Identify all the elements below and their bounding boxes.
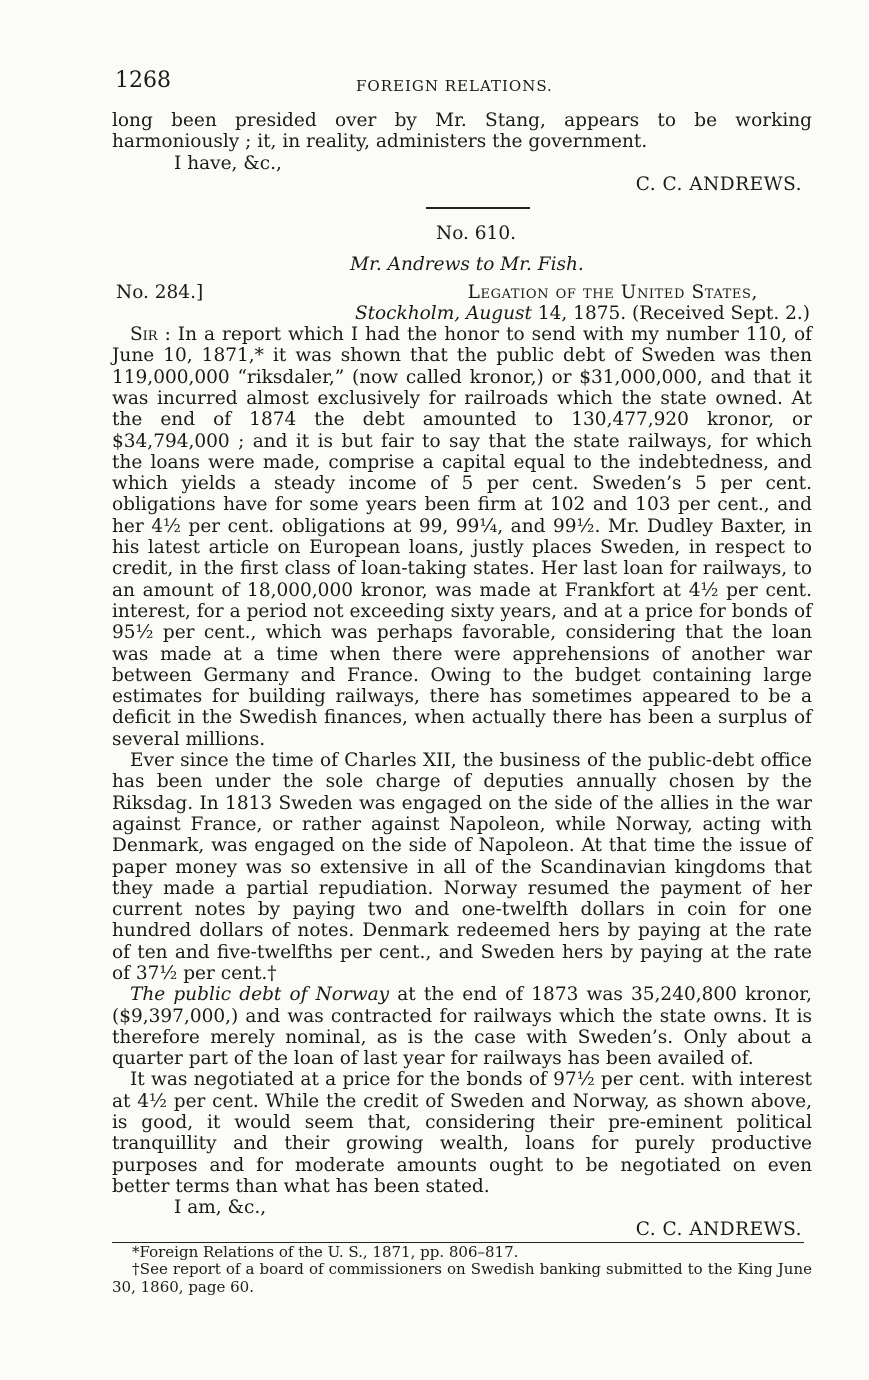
document-number: No. 610. [436,223,516,245]
running-head [112,70,812,98]
body-paragraph-4: It was negotiated at a price for the bonds of 97½ per cent. with interest at 4½ per cent. While the credit of Sweden and Norway, as shown above, is good, it would seem that, considering their pre-eminent political tranquillity and their growing wealth, loans for purely productive purposes and for moderate amounts ought to be negotiated on even better terms than what has been stated. [112,1069,812,1197]
paragraph-1-text: In a report which I had the honor to send with my number 110, of June 10, 1871,* it was shown that the public debt of Sweden was then 119,000,000 “riksdaler,” (now called kronor,) or $31,000,000, and that it was incurred almost exclusively for railroads which the state owned. At the end of 1874 the debt amounted to 130,477,920 kronor, or $34,794,000 ; and it is but fair to say that the state railways, for which the loans were made, comprise a capital equal to the indebtedness, and which yields a steady income of 5 per cent. Sweden’s 5 per cent. obligations have for some years been firm at 102 and 103 per cent., and her 4½ per cent. obligations at 99, 99¼, and 99½. Mr. Dudley Baxter, in his latest article on European loans, justly places Sweden, in respect to credit, in the first class of loan-taking states. Her last loan for railways, to an amount of 18,000,000 kronor, was made at Frankfort at 4½ per cent. interest, for a period not exceeding sixty years, and at a price for bonds of 95½ per cent., which was perhaps favorable, considering that the loan was made at a time when there were apprehensions of another war between Germany and France. Owing to the budget containing large estimates for building railways, there has sometimes appeared to be a deficit in the Swedish finances, when actually there has been a surplus of several millions. [112,324,812,750]
paragraph-3-text: at the end of 1873 was 35,240,800 kronor, ($9,397,000,) and was contracted for railways which the state owns. It is therefore merely nominal, as is the case with Sweden’s. Only about a quarter part of the loan of last year for railways has been availed of. [112,984,812,1070]
previous-letter-closing: I have, &c., [174,152,282,174]
body-paragraph-3 [112,984,812,1069]
footnote-2: †See report of a board of commissioners on Swedish banking submitted to the King June 30, 1860, page 60. [112,1260,812,1296]
norway-emphasis: The public debt of Norway [130,984,390,1006]
previous-letter-signature: C. C. ANDREWS. [635,173,802,195]
footnote-1: *Foreign Relations of the U. S., 1871, pp. 806–817. [132,1242,519,1261]
body-paragraph-1 [112,324,812,750]
legation-line: Legation of the United States, [467,281,758,303]
dateline [112,303,812,324]
letter-signature: C. C. ANDREWS. [635,1218,802,1240]
body-paragraph-2: Ever since the time of Charles XII, the business of the public-debt office has been under the sole charge of deputies annually chosen by the Riksdag. In 1813 Sweden was engaged on the side of the allies in the war against France, or rather against Napoleon, while Norway, acting with Denmark, was engaged on the side of Napoleon. At that time the issue of paper money was so extensive in all of the Scandinavian kingdoms that they made a partial repudiation. Norway resumed the payment of her current notes by paying two and one-twelfth dollars in coin for one hundred dollars of notes. Denmark redeemed hers by paying at the rate of ten and five-twelfths per cent., and Sweden hers by paying at the rate of 37½ per cent.† [112,750,812,984]
running-title: FOREIGN RELATIONS. [356,77,553,95]
dateline-place: Stockholm, August [354,302,532,324]
section-divider [426,207,530,209]
letter-closing: I am, &c., [174,1197,267,1219]
dateline-rest: 14, 1875. (Received Sept. 2.) [532,302,810,324]
previous-letter-text: long been presided over by Mr. Stang, appears to be working harmoniously ; it, in reality, administers the government. [112,110,812,153]
document-addressing: Mr. Andrews to Mr. Fish. [350,254,584,276]
letter-heading [112,282,812,303]
footnotes [112,1244,812,1297]
salutation: Sir : [130,324,171,346]
document-page [112,70,812,1296]
page-number: 1268 [115,68,171,93]
reference-number: No. 284.] [116,281,204,303]
